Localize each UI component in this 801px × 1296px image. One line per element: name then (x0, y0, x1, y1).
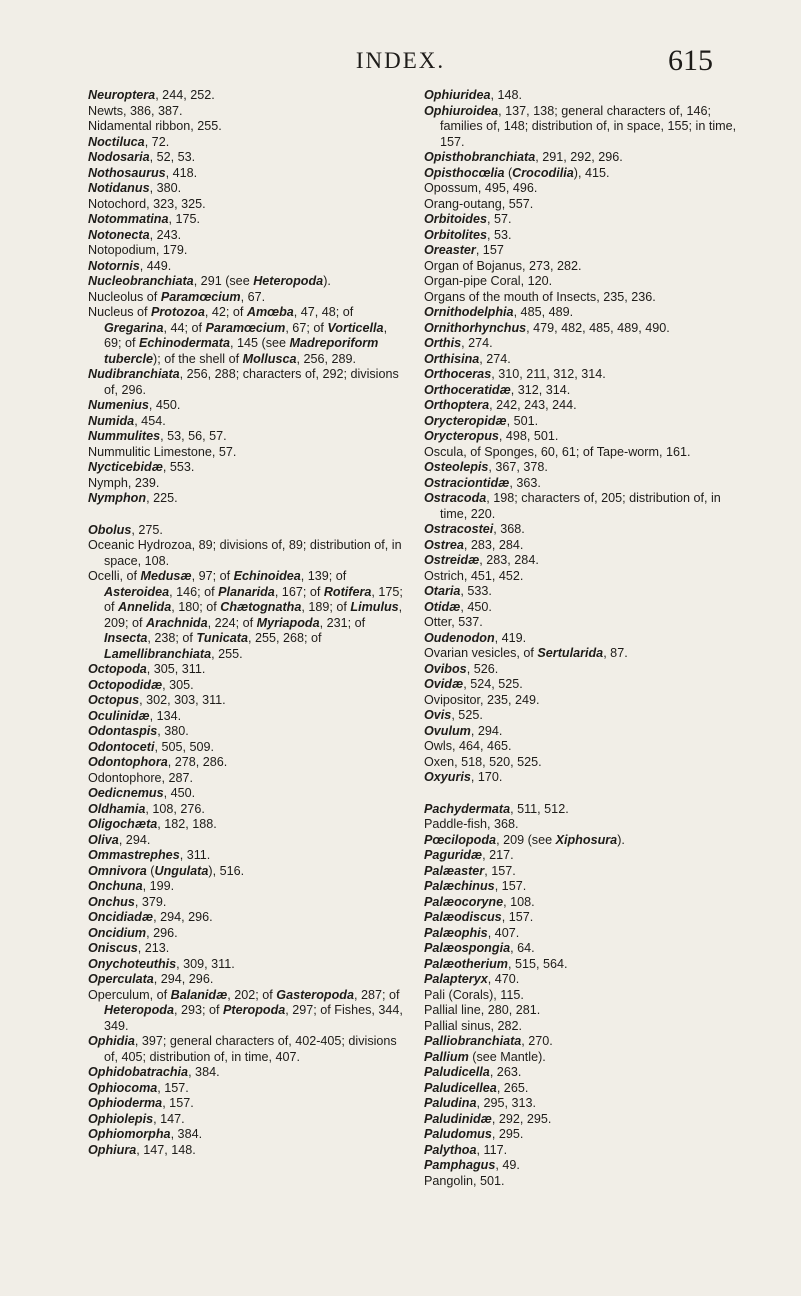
page-header (0, 44, 801, 84)
index-entry: Otter, 537. (424, 615, 483, 629)
index-entry: Noctiluca, 72. (88, 134, 170, 149)
index-entry: Ostraciontidæ, 363. (424, 475, 541, 490)
index-entry: Ovidæ, 524, 525. (424, 677, 523, 691)
index-entry: Ostrich, 451, 452. (424, 568, 524, 583)
index-entry: Odontophore, 287. (88, 770, 194, 785)
index-entry: Pachydermata, 511, 512. (424, 801, 569, 816)
index-entry: Paludicella, 263. (424, 1065, 522, 1079)
index-entry: Oscula, of Sponges, 60, 61; of Tape-worm, 161. (424, 444, 691, 459)
index-entry: Nycticebidæ, 553. (88, 460, 195, 474)
index-entry: Ovis, 525. (424, 708, 483, 722)
index-entry: Paddle-fish, 368. (424, 817, 519, 831)
index-entry: Onychoteuthis, 309, 311. (88, 956, 235, 971)
index-entry: Orthis, 274. (424, 336, 493, 350)
index-entry: Ovibos, 526. (424, 661, 499, 676)
index-entry: Ophiura, 147, 148. (88, 1142, 196, 1157)
index-entry: Notornis, 449. (88, 258, 172, 273)
index-entry: Owls, 464, 465. (424, 739, 512, 753)
index-entry: Pallium (see Mantle). (424, 1049, 546, 1064)
index-entry: Palæotherium, 515, 564. (424, 956, 568, 971)
index-entry: Notidanus, 380. (88, 181, 182, 195)
index-entry: Octopodidæ, 305. (88, 677, 194, 692)
index-entry: Onchuna, 199. (88, 879, 175, 893)
index-entry: Palæchinus, 157. (424, 879, 527, 893)
index-entry: Paludicellea, 265. (424, 1080, 529, 1095)
index-entry: Ostracoda, 198; characters of, 205; distribution of, in time, 220. (424, 491, 721, 521)
index-entry: Ostreidæ, 283, 284. (424, 553, 539, 567)
running-title: INDEX. (355, 48, 446, 73)
index-entry: Orthoceras, 310, 211, 312, 314. (424, 367, 606, 381)
index-entry: Ophiomorpha, 384. (88, 1127, 203, 1141)
index-entry: Octopus, 302, 303, 311. (88, 693, 226, 707)
index-entry: Paludina, 295, 313. (424, 1096, 537, 1110)
index-entry: Nodosaria, 52, 53. (88, 150, 196, 164)
index-entry: Ostrea, 283, 284. (424, 537, 524, 552)
index-entry: Orbitoides, 57. (424, 212, 512, 226)
index-entry: Odontaspis, 380. (88, 724, 189, 738)
index-entry: Organs of the mouth of Insects, 235, 236. (424, 289, 656, 304)
index-entry: Newts, 386, 387. (88, 103, 183, 118)
index-entry: Ornithodelphia, 485, 489. (424, 305, 574, 319)
index-entry: Orycteropus, 498, 501. (424, 429, 559, 443)
index-entry: Oldhamia, 108, 276. (88, 801, 205, 816)
index-entry: Omnivora (Ungulata), 516. (88, 863, 245, 878)
index-entry: Ophiuroidea, 137, 138; general characters of, 146; families of, 148; distribution of, in space, 155; in time, 157. (424, 103, 737, 149)
index-entry: Nothosaurus, 418. (88, 165, 198, 180)
index-entry: Nidamental ribbon, 255. (88, 119, 222, 133)
index-entry: Oculinidæ, 134. (88, 708, 182, 723)
index-entry: Operculata, 294, 296. (88, 972, 214, 986)
index-entry: Oreaster, 157 (424, 243, 504, 257)
index-entry: Numida, 454. (88, 413, 166, 428)
index-entry: Oudenodon, 419. (424, 630, 527, 645)
index-entry: Opossum, 495, 496. (424, 181, 538, 195)
index-entry: Ovulum, 294. (424, 723, 503, 738)
index-entry: Oliva, 294. (88, 832, 151, 847)
index-entry: Opisthobranchiata, 291, 292, 296. (424, 150, 623, 164)
index-entry: Nummulitic Limestone, 57. (88, 444, 237, 459)
index-entry: Nucleus of Protozoa, 42; of Amœba, 47, 48; of Gregarina, 44; of Paramœcium, 67; of Vorticella, 69; of Echinodermata, 145 (see Madreporiform tubercle); of the shell of Mollusca, 256, 289. (88, 305, 388, 366)
index-entry: Onchus, 379. (88, 894, 167, 909)
index-entry: Palæodiscus, 157. (424, 910, 534, 924)
index-entry: Orbitolites, 53. (424, 227, 512, 242)
index-entry: Ophidobatrachia, 384. (88, 1065, 220, 1079)
index-entry: Palæocoryne, 108. (424, 894, 535, 909)
index-entry: Palliobranchiata, 270. (424, 1034, 553, 1048)
index-entry: Nucleolus of Paramœcium, 67. (88, 289, 266, 304)
index-column-right (424, 88, 742, 1189)
section-gap (424, 786, 742, 802)
index-entry: Ophioderma, 157. (88, 1096, 194, 1110)
index-entry: Paguridæ, 217. (424, 848, 514, 862)
index-entry: Ovipositor, 235, 249. (424, 692, 540, 707)
index-entry: Ornithorhynchus, 479, 482, 485, 489, 490. (424, 320, 670, 335)
index-entry: Pallial sinus, 282. (424, 1018, 523, 1033)
index-column-left (88, 88, 404, 1158)
index-entry: Ocelli, of Medusæ, 97; of Echinoidea, 139; of Asteroidea, 146; of Planarida, 167; of Rotifera, 175; of Annelida, 180; of Chætognatha, 189; of Limulus, 209; of Arachnida, 224; of Myriapoda, 231; of Insecta, 238; of Tunicata, 255, 268; of Lamellibranchiata, 255. (88, 569, 403, 661)
index-entry: Osteolepis, 367, 378. (424, 460, 548, 474)
index-entry: Orthoceratidæ, 312, 314. (424, 382, 571, 397)
index-entry: Ostracostei, 368. (424, 522, 525, 536)
index-entry: Notommatina, 175. (88, 212, 200, 226)
index-entry: Paludinidæ, 292, 295. (424, 1111, 552, 1126)
index-entry: Odontoceti, 505, 509. (88, 739, 214, 754)
index-entry: Ommastrephes, 311. (88, 848, 211, 862)
index-entry: Opisthocœlia (Crocodilia), 415. (424, 165, 610, 180)
index-entry: Orthisina, 274. (424, 351, 511, 366)
index-entry: Pangolin, 501. (424, 1173, 505, 1188)
index-entry: Notochord, 323, 325. (88, 196, 206, 211)
index-entry: Nucleobranchiata, 291 (see Heteropoda). (88, 274, 331, 288)
index-entry: Notonecta, 243. (88, 227, 182, 242)
index-entry: Orycteropidæ, 501. (424, 413, 539, 428)
index-entry: Oxyuris, 170. (424, 770, 503, 784)
index-entry: Operculum, of Balanidæ, 202; of Gasteropoda, 287; of Heteropoda, 293; of Pteropoda, 297; of Fishes, 344, 349. (88, 987, 403, 1033)
page-number: 615 (668, 44, 713, 77)
index-entry: Ophidia, 397; general characters of, 402-405; divisions of, 405; distribution of, in time, 407. (88, 1034, 397, 1064)
index-entry: Organ-pipe Coral, 120. (424, 274, 553, 288)
index-entry: Oedicnemus, 450. (88, 786, 196, 800)
index-entry: Oceanic Hydrozoa, 89; divisions of, 89; distribution of, in space, 108. (88, 538, 402, 568)
index-entry: Pali (Corals), 115. (424, 987, 524, 1002)
index-entry: Oligochæta, 182, 188. (88, 817, 217, 831)
index-entry: Palythoa, 117. (424, 1142, 508, 1157)
index-entry: Ovarian vesicles, of Sertularida, 87. (424, 646, 628, 660)
index-entry: Odontophora, 278, 286. (88, 755, 228, 769)
index-entry: Orang-outang, 557. (424, 196, 534, 211)
index-entry: Neuroptera, 244, 252. (88, 88, 215, 102)
index-entry: Oncidiadæ, 294, 296. (88, 910, 213, 924)
index-entry: Nymph, 239. (88, 475, 160, 490)
index-entry: Nummulites, 53, 56, 57. (88, 429, 227, 443)
index-entry: Nudibranchiata, 256, 288; characters of, 292; divisions of, 296. (88, 367, 399, 397)
index-entry: Palapteryx, 470. (424, 972, 520, 986)
index-entry: Pallial line, 280, 281. (424, 1003, 541, 1017)
index-entry: Nymphon, 225. (88, 491, 178, 505)
index-entry: Ophiocoma, 157. (88, 1080, 189, 1095)
index-entry: Otaria, 533. (424, 584, 492, 598)
index-entry: Notopodium, 179. (88, 243, 188, 257)
index-entry: Numenius, 450. (88, 398, 181, 412)
index-entry: Pamphagus, 49. (424, 1158, 520, 1172)
index-entry: Oniscus, 213. (88, 941, 170, 955)
index-entry: Pœcilopoda, 209 (see Xiphosura). (424, 832, 625, 847)
index-entry: Palæospongia, 64. (424, 941, 535, 955)
index-entry: Oxen, 518, 520, 525. (424, 754, 542, 769)
index-entry: Otidæ, 450. (424, 599, 492, 614)
index-entry: Organ of Bojanus, 273, 282. (424, 258, 582, 273)
index-entry: Ophiuridea, 148. (424, 88, 522, 102)
index-entry: Paludomus, 295. (424, 1127, 524, 1141)
index-entry: Orthoptera, 242, 243, 244. (424, 398, 577, 412)
index-entry: Oncidium, 296. (88, 925, 178, 940)
index-entry: Palæophis, 407. (424, 925, 520, 940)
index-entry: Octopoda, 305, 311. (88, 662, 206, 676)
index-entry: Obolus, 275. (88, 522, 163, 537)
index-entry: Ophiolepis, 147. (88, 1111, 185, 1126)
section-gap (88, 507, 404, 523)
index-entry: Palæaster, 157. (424, 863, 516, 878)
